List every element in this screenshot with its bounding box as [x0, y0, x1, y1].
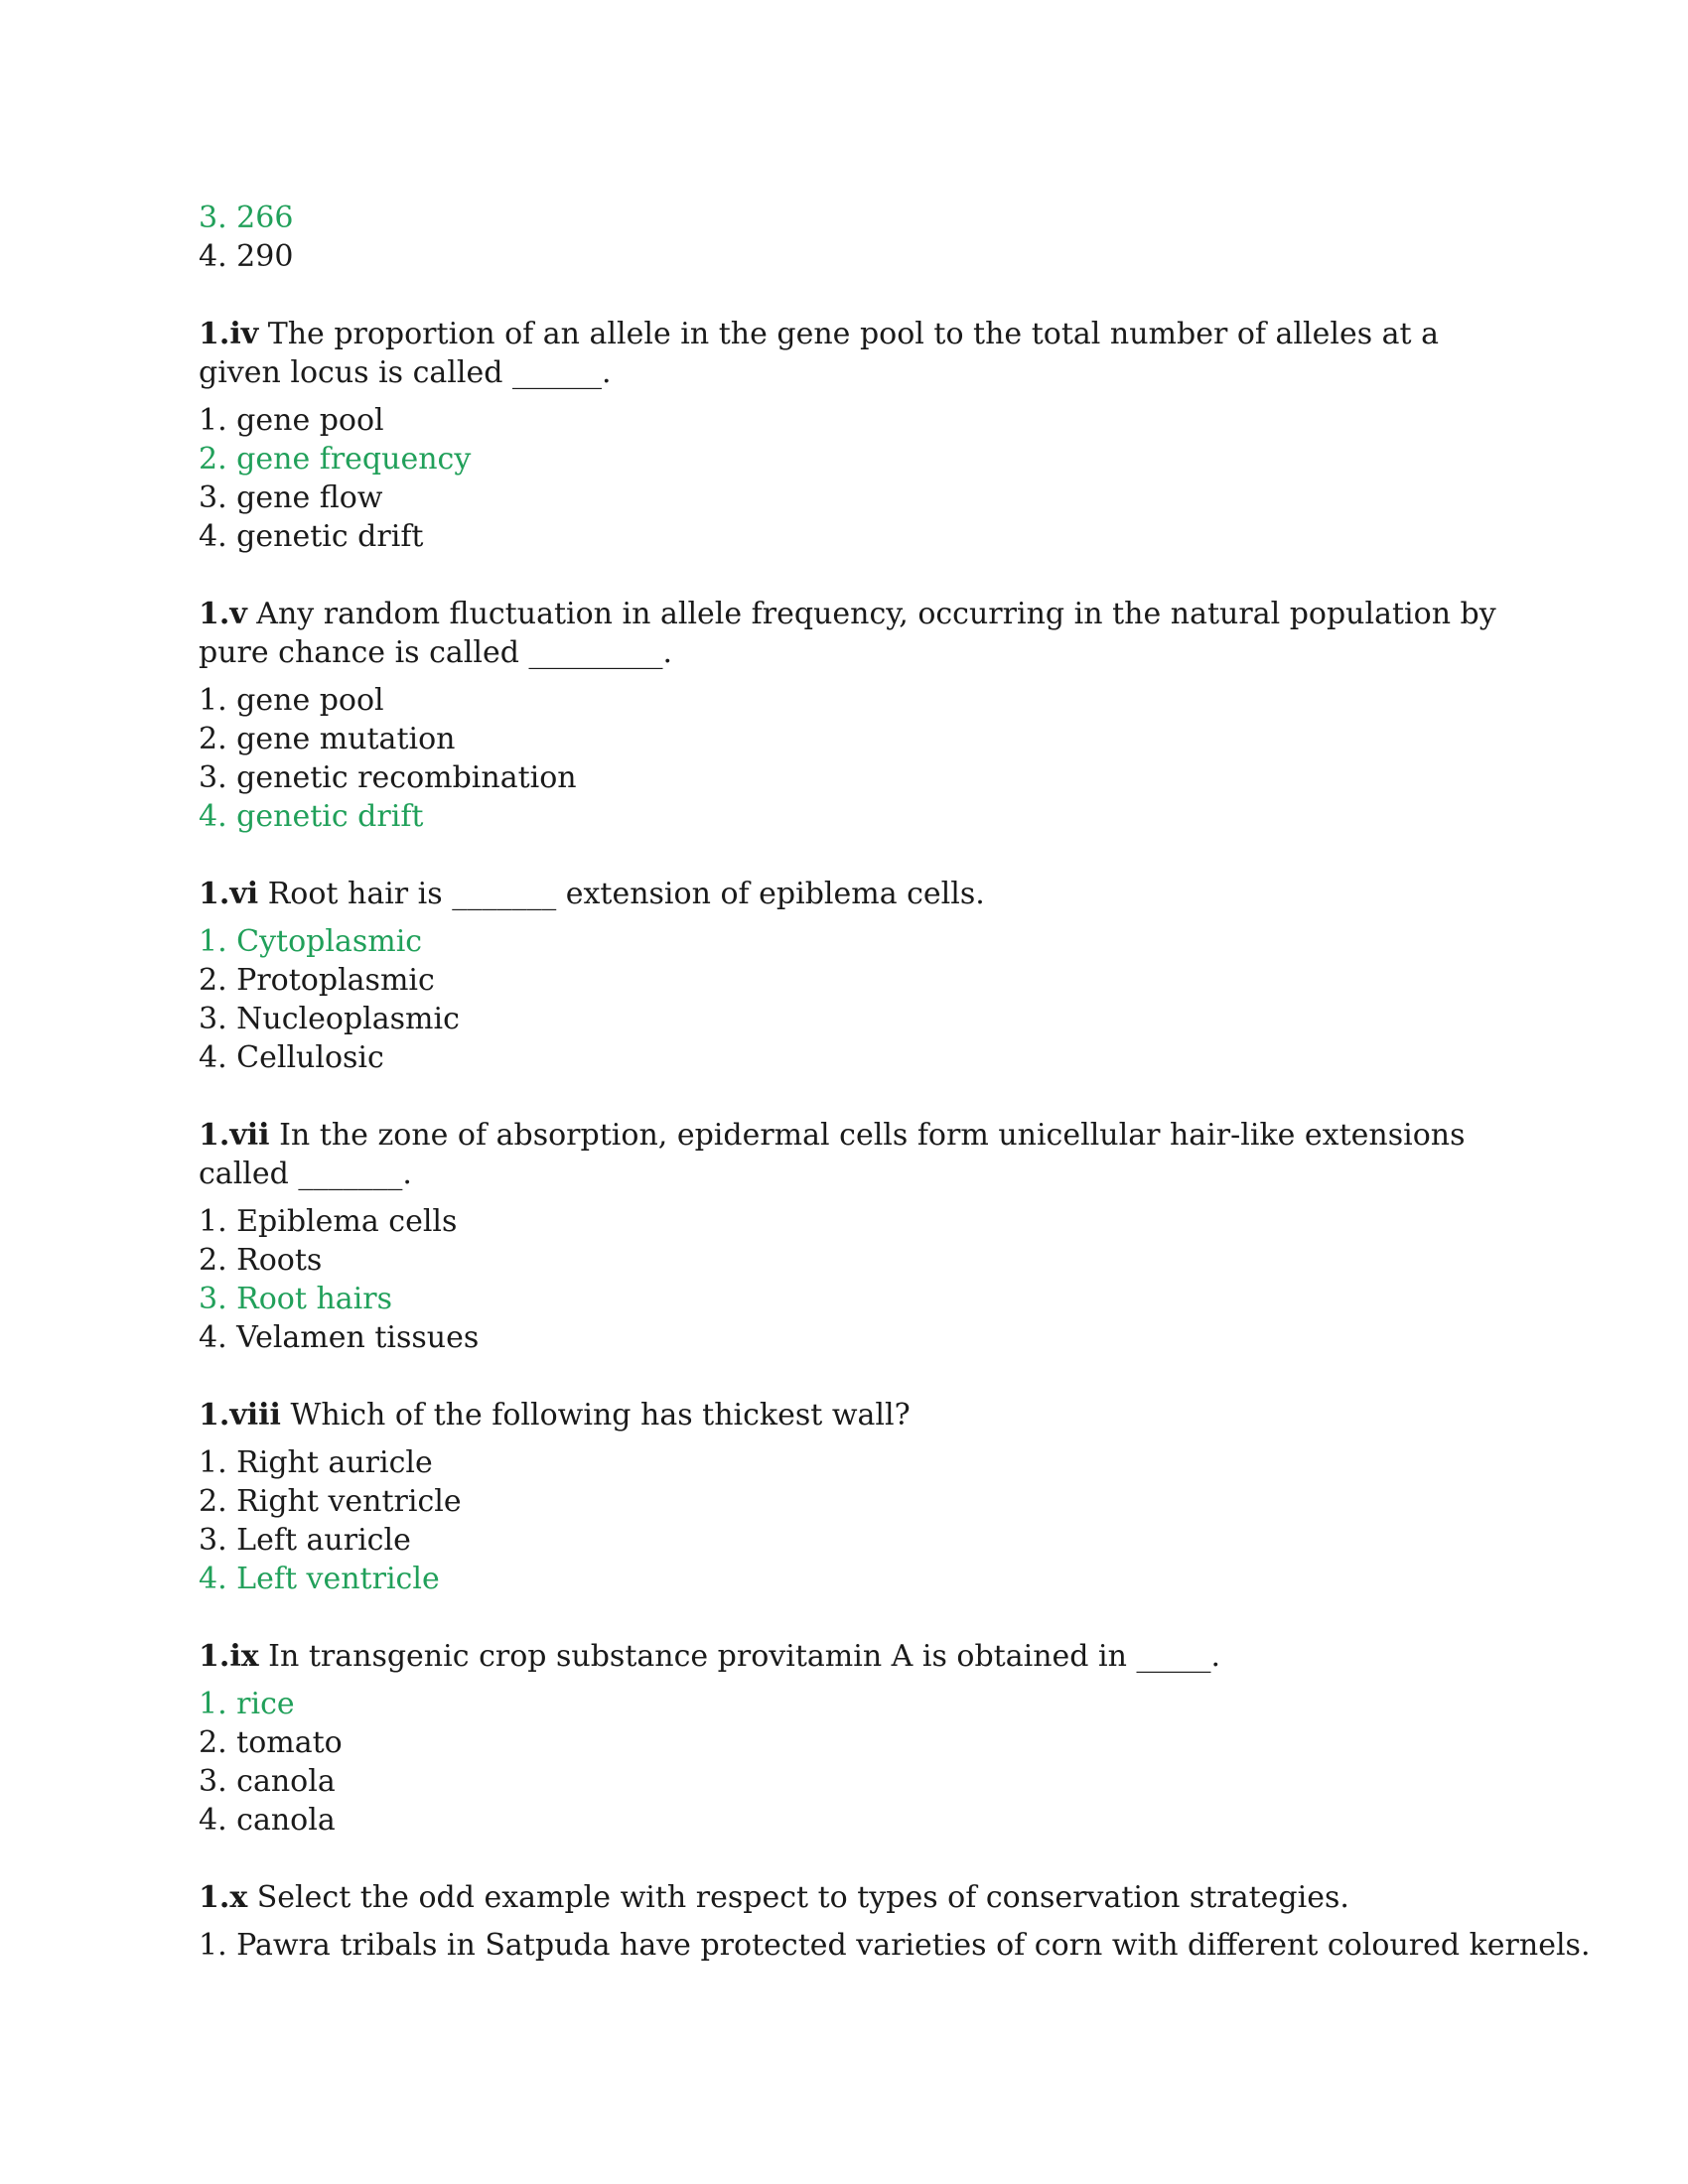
answer-option: 1. gene pool: [199, 683, 384, 718]
answer-options: [199, 1685, 1509, 1840]
question-number: 1.viii: [199, 1398, 281, 1433]
answer-option-correct: 1. Cytoplasmic: [199, 924, 423, 959]
answer-option: 4. canola: [199, 1803, 336, 1838]
answer-option: 1. Pawra tribals in Satpuda have protected varieties of corn with different coloured kernels.: [199, 1928, 1591, 1963]
answer-option: 2. Right ventricle: [199, 1484, 462, 1519]
question-number: 1.iv: [199, 317, 259, 351]
question-text: [199, 595, 1509, 672]
answer-option-correct: 2. gene frequency: [199, 442, 472, 477]
question-prompt: In transgenic crop substance provitamin A is obtained in _____.: [258, 1639, 1221, 1674]
question-block: [199, 1396, 1509, 1598]
answer-option: 3. gene flow: [199, 480, 383, 515]
answer-options: [199, 401, 1509, 556]
answer-options: [199, 1443, 1509, 1598]
answer-option: 1. gene pool: [199, 403, 384, 438]
question-block: [199, 595, 1509, 836]
answer-option: 1. Right auricle: [199, 1445, 433, 1480]
answer-option-correct: 3. 266: [199, 201, 294, 235]
answer-option: 3. Nucleoplasmic: [199, 1002, 460, 1036]
question-document: [199, 199, 1591, 1965]
question-text: [199, 1878, 1509, 1917]
question-number: 1.ix: [199, 1639, 259, 1674]
answer-options: [199, 681, 1509, 836]
answer-option: 3. canola: [199, 1764, 336, 1799]
answer-options: [199, 922, 1509, 1077]
question-text: [199, 1637, 1509, 1676]
answer-option: 4. 290: [199, 239, 294, 274]
question-prompt: Select the odd example with respect to types of conservation strategies.: [247, 1880, 1349, 1915]
question-prompt: Any random fluctuation in allele frequency, occurring in the natural population by pure chance is called _________.: [199, 597, 1496, 670]
answer-option: 2. gene mutation: [199, 722, 456, 756]
answer-option: 4. Cellulosic: [199, 1040, 384, 1075]
answer-option: 1. Epiblema cells: [199, 1204, 458, 1239]
question-block: [199, 1878, 1591, 1965]
carryover-options: [199, 199, 1509, 276]
answer-option: 2. Protoplasmic: [199, 963, 435, 998]
answer-option-correct: 4. Left ventricle: [199, 1562, 440, 1596]
answer-options: [199, 1202, 1509, 1357]
question-number: 1.vi: [199, 877, 259, 911]
question-text: [199, 1116, 1509, 1193]
answer-option: 3. Left auricle: [199, 1523, 411, 1558]
question-list: [199, 315, 1591, 1965]
question-text: [199, 875, 1509, 913]
answer-option: 2. Roots: [199, 1243, 323, 1278]
question-block: [199, 315, 1509, 556]
answer-option: 2. tomato: [199, 1725, 343, 1760]
question-block: [199, 1116, 1509, 1357]
question-number: 1.v: [199, 597, 247, 631]
answer-option-correct: 3. Root hairs: [199, 1282, 392, 1316]
answer-option-correct: 4. genetic drift: [199, 799, 424, 834]
question-text: [199, 315, 1509, 392]
question-number: 1.x: [199, 1880, 248, 1915]
answer-options: [199, 1926, 1591, 1965]
question-block: [199, 875, 1509, 1077]
answer-option-correct: 1. rice: [199, 1687, 295, 1721]
question-prompt: Root hair is _______ extension of epiblema cells.: [258, 877, 985, 911]
question-prompt: Which of the following has thickest wall?: [280, 1398, 911, 1433]
answer-option: 4. Velamen tissues: [199, 1320, 480, 1355]
question-text: [199, 1396, 1509, 1434]
answer-option: 4. genetic drift: [199, 519, 424, 554]
question-prompt: The proportion of an allele in the gene pool to the total number of alleles at a given locus is called ______.: [199, 317, 1440, 390]
answer-option: 3. genetic recombination: [199, 760, 577, 795]
question-prompt: In the zone of absorption, epidermal cells form unicellular hair-like extensions called _______.: [199, 1118, 1466, 1191]
question-number: 1.vii: [199, 1118, 270, 1153]
question-block: [199, 1637, 1509, 1840]
